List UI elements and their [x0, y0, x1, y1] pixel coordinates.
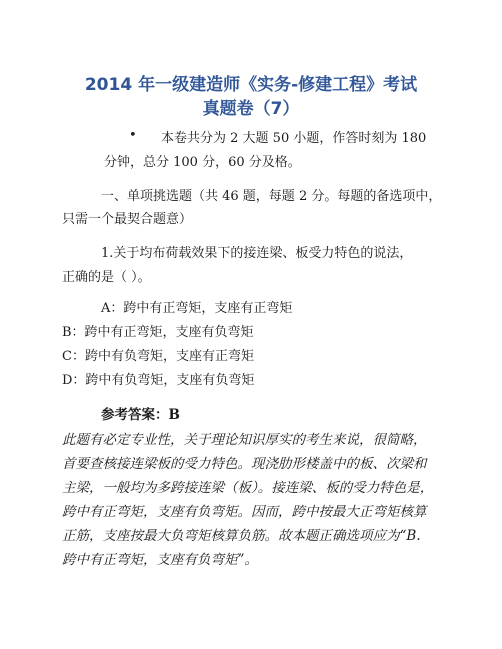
option-b: B：跨中有正弯矩，支座有负弯矩: [62, 325, 254, 340]
explanation-line-3: 主梁，一般均为多跨接连梁（板）。接连梁、板的受力特色是，: [62, 480, 434, 496]
document-title-line-1: 2014 年一级建造师《实务-修建工程》考试: [84, 75, 418, 95]
explanation-line-6: 跨中有正弯矩，支座有负弯矩”。: [62, 552, 258, 568]
option-c: C：跨中有负弯矩，支座有正弯矩: [62, 349, 254, 364]
section-heading-line-1: 一、单项挑选题（共 46 题，每题 2 分。每题的备选项中，: [101, 189, 442, 204]
explanation-line-2: 首要查核接连梁板的受力特色。现浇肋形楼盖中的板、次梁和: [62, 456, 427, 472]
option-d: D：跨中有负弯矩，支座有负弯矩: [62, 373, 255, 388]
question-stem-line-1: 1.关于均布荷载效果下的接连梁、板受力特色的说法，: [101, 246, 413, 261]
document-title-line-2: 真题卷（7）: [202, 99, 300, 119]
option-a: A：跨中有正弯矩，支座有正弯矩: [101, 301, 293, 316]
answer-label: 参考答案：B: [101, 407, 180, 423]
question-stem-line-2: 正确的是（ ）。: [62, 270, 151, 285]
bullet-icon: •: [129, 128, 137, 143]
intro-line-2: 分钟，总分 100 分，60 分及格。: [104, 155, 301, 170]
explanation-line-1: 此题有必定专业性，关于理论知识厚实的考生来说，很简略，: [62, 432, 427, 448]
section-heading-line-2: 只需一个最契合题意）: [62, 212, 193, 227]
explanation-line-5: 正筋，支座按最大负弯矩核算负筋。故本题正确选项应为“B.: [62, 528, 421, 544]
intro-line-1: 本卷共分为 2 大题 50 小题，作答时刻为 180: [161, 131, 427, 146]
explanation-line-4: 跨中有正弯矩，支座有负弯矩。因而，跨中按最大正弯矩核算: [62, 504, 427, 520]
